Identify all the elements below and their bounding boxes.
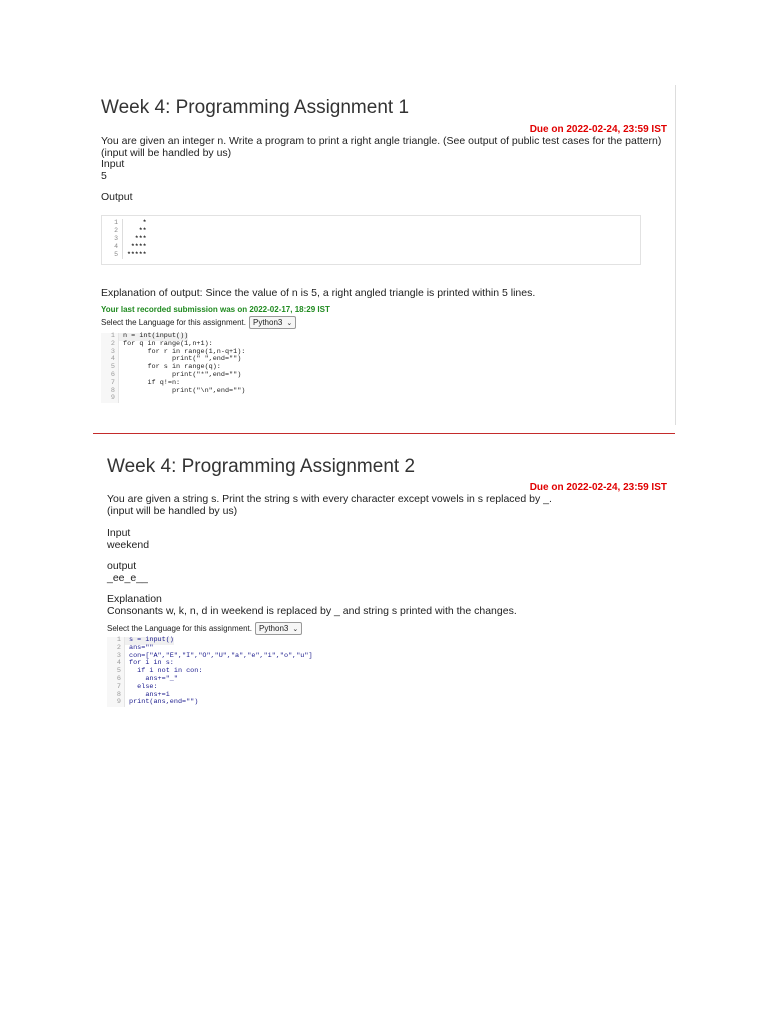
code-line xyxy=(107,676,607,684)
output-line xyxy=(102,251,640,259)
submission-status: Your last recorded submission was on 2022-02-17, 18:29 IST xyxy=(101,305,330,314)
line-text: print(ans,end="") xyxy=(129,698,199,707)
code-editor[interactable] xyxy=(107,637,607,713)
line-number: 5 xyxy=(107,668,125,676)
line-number: 8 xyxy=(101,388,119,396)
line-number: 4 xyxy=(101,356,119,364)
code-editor[interactable] xyxy=(101,333,635,405)
explanation-label: Explanation xyxy=(107,593,162,605)
code-line xyxy=(107,684,607,692)
line-text: ans+=i xyxy=(129,690,170,699)
assignment-2-title: Week 4: Programming Assignment 2 xyxy=(107,456,416,477)
line-number: 6 xyxy=(101,372,119,380)
line-text: if q!=n: xyxy=(123,378,181,387)
line-text: for r in range(1,n-q+1): xyxy=(123,347,246,356)
code-line xyxy=(107,653,607,661)
description-line: 5 xyxy=(101,169,107,182)
language-label: Select the Language for this assignment. xyxy=(101,318,246,327)
input-label: Input xyxy=(107,527,131,539)
line-text: for q in range(1,n+1): xyxy=(123,339,213,348)
line-number: 2 xyxy=(101,341,119,349)
line-text: if i not in con: xyxy=(129,667,203,676)
line-number: 5 xyxy=(102,251,123,259)
line-text: ans+="_" xyxy=(129,674,178,683)
assignment-1-panel xyxy=(95,85,676,425)
line-number: 3 xyxy=(101,349,119,357)
language-selector-row xyxy=(107,622,302,635)
line-text: ***** xyxy=(127,251,147,258)
line-number: 1 xyxy=(107,637,125,645)
line-number: 5 xyxy=(101,364,119,372)
description-line: You are given an integer n. Write a program to print a right angle triangle. (See output of public test cases for the pattern) xyxy=(101,135,662,147)
output-line xyxy=(102,227,640,235)
assignment-2-description xyxy=(107,494,552,517)
line-text: * xyxy=(127,219,147,226)
code-line xyxy=(101,388,635,396)
code-line xyxy=(107,637,607,645)
line-number: 4 xyxy=(102,243,123,251)
output-value: _ee_e__ xyxy=(107,571,148,584)
line-number: 7 xyxy=(101,380,119,388)
line-number: 3 xyxy=(107,653,125,661)
language-select[interactable] xyxy=(249,316,296,329)
line-text: print("\n",end="") xyxy=(123,386,246,395)
language-value: Python3 xyxy=(258,624,289,633)
assignment-2-due-date: Due on 2022-02-24, 23:59 IST xyxy=(529,482,667,493)
line-number: 3 xyxy=(102,235,123,243)
line-number: 2 xyxy=(107,645,125,653)
line-text: for i in s: xyxy=(129,659,174,668)
code-line xyxy=(107,668,607,676)
code-line xyxy=(101,395,635,403)
language-label: Select the Language for this assignment. xyxy=(107,624,252,633)
section-divider xyxy=(93,433,675,434)
line-text: n = int(input()) xyxy=(119,333,188,341)
line-text: ans="" xyxy=(129,643,154,652)
assignment-1-due-date: Due on 2022-02-24, 23:59 IST xyxy=(529,124,667,135)
output-label: output xyxy=(107,560,137,572)
explanation-section xyxy=(107,594,517,617)
line-number: 1 xyxy=(102,219,123,227)
line-number: 8 xyxy=(107,692,125,700)
assignment-1-title: Week 4: Programming Assignment 1 xyxy=(101,97,410,118)
output-line xyxy=(102,243,640,251)
line-text: else: xyxy=(129,682,158,691)
code-line xyxy=(101,372,635,380)
output-line xyxy=(102,235,640,243)
language-selector-row xyxy=(101,316,296,329)
line-text: print(" ",end="") xyxy=(123,355,242,364)
line-number: 9 xyxy=(101,395,119,403)
output-label: Output xyxy=(101,191,133,203)
line-number: 1 xyxy=(101,333,119,341)
output-section xyxy=(107,561,148,584)
line-text: for s in range(q): xyxy=(123,363,221,372)
chevron-down-icon: ⌄ xyxy=(292,625,299,633)
line-text: ** xyxy=(127,227,147,234)
assignment-1-description xyxy=(101,136,661,182)
line-number: 7 xyxy=(107,684,125,692)
description-line: Input xyxy=(101,158,125,170)
output-box xyxy=(101,215,641,265)
description-line: (input will be handled by us) xyxy=(107,504,238,517)
language-select[interactable] xyxy=(255,622,302,635)
line-number: 4 xyxy=(107,660,125,668)
language-value: Python3 xyxy=(252,318,283,327)
line-text: s = input() xyxy=(125,637,174,645)
description-line: (input will be handled by us) xyxy=(101,146,232,159)
input-section xyxy=(107,528,149,551)
line-text: con=["A","E","I","O","U","a","e","i","o","u"] xyxy=(129,651,313,660)
line-text: **** xyxy=(127,243,147,250)
assignment-1-explanation: Explanation of output: Since the value of n is 5, a right angled triangle is printed within 5 lines. xyxy=(101,287,536,299)
line-number: 9 xyxy=(107,699,125,707)
line-text xyxy=(119,395,123,403)
line-number: 6 xyxy=(107,676,125,684)
chevron-down-icon: ⌄ xyxy=(286,319,293,327)
input-value: weekend xyxy=(107,538,150,551)
line-number: 2 xyxy=(102,227,123,235)
output-line xyxy=(102,219,640,227)
line-text: print("*",end="") xyxy=(123,370,242,379)
assignment-2-panel xyxy=(95,440,675,730)
explanation-text: Consonants w, k, n, d in weekend is replaced by _ and string s printed with the changes. xyxy=(107,604,517,617)
code-line xyxy=(107,699,607,707)
description-line: You are given a string s. Print the string s with every character except vowels in s replaced by _. xyxy=(107,493,552,505)
line-text: *** xyxy=(127,235,147,242)
